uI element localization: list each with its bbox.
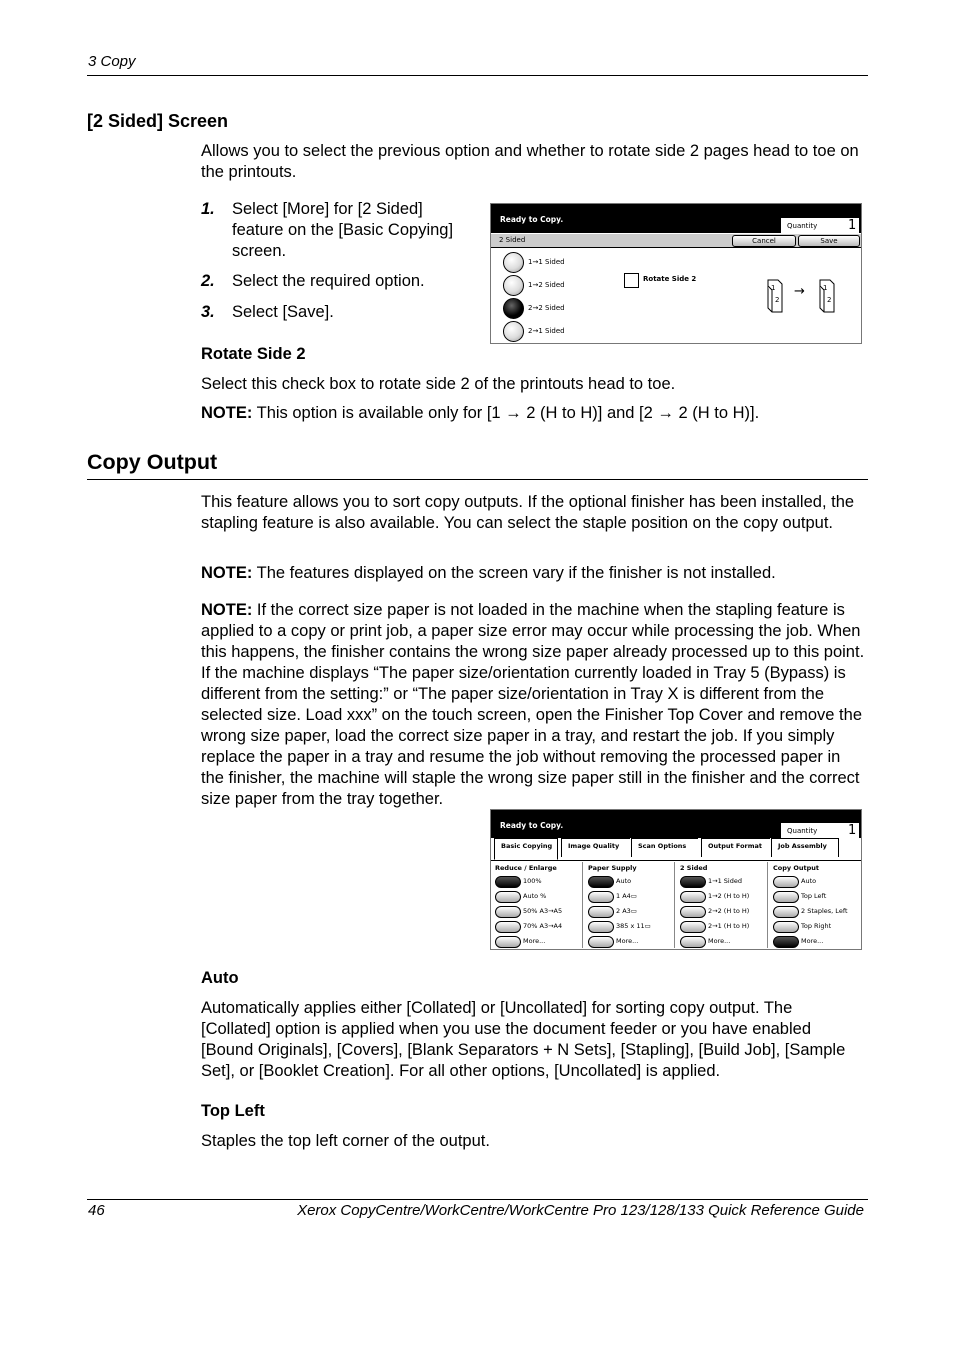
screen-status: Ready to Copy. xyxy=(500,215,564,224)
option-button[interactable] xyxy=(773,921,799,933)
option-label: 1→2 Sided xyxy=(528,281,565,289)
step-1 xyxy=(201,199,476,262)
auto-text: Automatically applies either [Collated] or [Uncollated] for sorting copy output. The [Collated] option is applied when you use the document feeder or you have enabled [Bound Originals], [Covers], [Blank Separators + N Sets], [Stapling], [Build Job], [Sample Set], or [Booklet Creation]. For all other options, [Uncollated] is applied. xyxy=(201,999,846,1080)
column-divider xyxy=(582,862,583,948)
section-heading-copy-output: Copy Output xyxy=(87,450,218,474)
option-1-2-sided-radio[interactable] xyxy=(503,275,524,296)
tab-output-format[interactable]: Output Format xyxy=(701,838,770,857)
svg-text:2: 2 xyxy=(827,296,832,304)
option-button[interactable] xyxy=(680,936,706,948)
section-heading-2-sided: [2 Sided] Screen xyxy=(87,111,229,131)
arrow-icon: → xyxy=(794,284,805,299)
option-label: 2 A3▭ xyxy=(616,907,637,915)
option-button[interactable] xyxy=(588,876,614,888)
note-text: The features displayed on the screen vary if the finisher is not installed. xyxy=(252,564,776,582)
screen-status-bar xyxy=(491,810,861,838)
option-button[interactable] xyxy=(588,891,614,903)
quantity-label: Quantity xyxy=(787,827,818,835)
tab-basic-copying[interactable]: Basic Copying xyxy=(494,838,558,860)
option-label: 385 x 11▭ xyxy=(616,922,651,930)
option-1-1-sided-radio[interactable] xyxy=(503,252,524,273)
top-left-text: Staples the top left corner of the output. xyxy=(201,1132,490,1150)
quantity-value: 1 xyxy=(848,823,857,838)
page-icon xyxy=(820,280,834,312)
page-number: 46 xyxy=(88,1202,105,1219)
option-label: Top Right xyxy=(801,922,832,930)
option-2-1-sided-radio[interactable] xyxy=(503,321,524,342)
option-label: 2→1 (H to H) xyxy=(708,922,750,930)
tab-job-assembly[interactable]: Job Assembly xyxy=(771,838,839,857)
option-label: More... xyxy=(523,937,546,945)
section-intro-2-sided: Allows you to select the previous option and whether to rotate side 2 pages head to toe on the printouts. xyxy=(201,142,859,181)
option-label: 2→2 (H to H) xyxy=(708,907,750,915)
step-text: Select [Save]. xyxy=(232,303,334,321)
step-2 xyxy=(201,271,476,292)
option-label: More... xyxy=(801,937,824,945)
column-title: Paper Supply xyxy=(588,864,637,872)
section-rule xyxy=(87,479,868,480)
save-button[interactable]: Save xyxy=(798,235,860,247)
top-left-heading: Top Left xyxy=(201,1102,265,1120)
option-label: 70% A3→A4 xyxy=(523,922,563,930)
option-label: More... xyxy=(616,937,639,945)
chapter-header: 3 Copy xyxy=(88,53,136,70)
option-label: 1→1 Sided xyxy=(708,877,742,885)
copy-output-intro: This feature allows you to sort copy outputs. If the optional finisher has been installed, the stapling feature is also available. You can select the staple position on the copy output. xyxy=(201,493,855,532)
option-label: 50% A3→A5 xyxy=(523,907,563,915)
option-button[interactable] xyxy=(588,921,614,933)
column-title: Reduce / Enlarge xyxy=(495,864,557,872)
panel-title: 2 Sided xyxy=(499,236,526,244)
option-label: Auto xyxy=(616,877,632,885)
option-label: More... xyxy=(708,937,731,945)
header-rule xyxy=(87,75,868,76)
auto-heading: Auto xyxy=(201,969,239,987)
svg-text:1: 1 xyxy=(823,284,828,292)
basic-copying-screen-image xyxy=(490,809,862,950)
rotate-side-2-label: Rotate Side 2 xyxy=(643,275,697,283)
rotate-side-2-text: Select this check box to rotate side 2 of the printouts head to toe. xyxy=(201,375,676,393)
option-label: 2→2 Sided xyxy=(528,304,565,312)
option-label: 2 Staples, Left xyxy=(801,907,848,915)
option-button[interactable] xyxy=(588,906,614,918)
quantity-box xyxy=(781,823,859,838)
quantity-label: Quantity xyxy=(787,222,818,230)
two-sided-screen-image xyxy=(490,203,862,344)
option-button[interactable] xyxy=(680,906,706,918)
page-icon xyxy=(768,280,782,312)
option-label: Auto xyxy=(801,877,817,885)
column-divider xyxy=(674,862,675,948)
note-text: This option is available only for [1 → 2 (H to H)] and [2 → 2 (H to H)]. xyxy=(252,404,760,422)
option-label: 1→2 (H to H) xyxy=(708,892,750,900)
step-3 xyxy=(201,302,476,323)
column-title: Copy Output xyxy=(773,864,820,872)
note-label: NOTE: xyxy=(201,404,253,422)
option-button[interactable] xyxy=(773,876,799,888)
svg-text:1: 1 xyxy=(771,284,776,292)
option-button[interactable] xyxy=(495,876,521,888)
svg-text:2: 2 xyxy=(775,296,780,304)
option-button[interactable] xyxy=(773,936,799,948)
step-number: 3. xyxy=(201,303,215,321)
step-text: Select [More] for [2 Sided] feature on the [Basic Copying] screen. xyxy=(232,200,454,260)
quantity-box xyxy=(781,218,859,233)
cancel-button[interactable]: Cancel xyxy=(732,235,796,247)
option-label: 100% xyxy=(523,877,542,885)
note-label: NOTE: xyxy=(201,564,253,582)
step-text: Select the required option. xyxy=(232,272,425,290)
guide-title: Xerox CopyCentre/WorkCentre/WorkCentre Pro 123/128/133 Quick Reference Guide xyxy=(297,1202,864,1219)
panel-title-bar xyxy=(491,234,861,248)
option-button[interactable] xyxy=(495,906,521,918)
option-button[interactable] xyxy=(495,936,521,948)
footer-rule xyxy=(87,1199,868,1200)
tab-image-quality[interactable]: Image Quality xyxy=(561,838,630,857)
option-button[interactable] xyxy=(680,876,706,888)
option-label: Top Left xyxy=(801,892,827,900)
step-number: 2. xyxy=(201,272,215,290)
option-button[interactable] xyxy=(773,891,799,903)
quantity-value: 1 xyxy=(848,218,857,233)
option-label: 1 A4▭ xyxy=(616,892,637,900)
option-label: Auto % xyxy=(523,892,547,900)
option-button[interactable] xyxy=(680,891,706,903)
column-title: 2 Sided xyxy=(680,864,708,872)
option-button[interactable] xyxy=(495,891,521,903)
tab-scan-options[interactable]: Scan Options xyxy=(631,838,698,857)
note-finisher xyxy=(201,563,866,584)
note-text: If the correct size paper is not loaded in the machine when the stapling feature is applied to a copy or print job, a paper size error may occur while processing the job. When this happens, the finisher contains the wrong size paper already processed up to this point. If the machine displays “The paper size/orientation currently loaded in Tray 5 (Bypass) is different from the setting:” or “The paper size/orientation in Tray X is different from the selected size. Load xxx” on the touch screen, open the Finisher Top Cover and remove the wrong size paper, load the correct size paper in a tray, and restart the job. If you simply replace the paper in a tray and resume the job without removing the processed paper in the finisher, the machine will staple the wrong size paper still in the finisher and the correct size paper from the tray together. xyxy=(201,601,865,808)
note-paper-size xyxy=(201,600,866,810)
option-label: 2→1 Sided xyxy=(528,327,565,335)
note-2-sided xyxy=(201,403,866,424)
option-button[interactable] xyxy=(680,921,706,933)
screen-status-bar xyxy=(491,204,861,233)
rotate-side-2-heading: Rotate Side 2 xyxy=(201,345,306,363)
column-divider xyxy=(767,862,768,948)
screen-status: Ready to Copy. xyxy=(500,821,564,830)
option-button[interactable] xyxy=(588,936,614,948)
note-label: NOTE: xyxy=(201,601,253,619)
step-number: 1. xyxy=(201,200,215,218)
rotate-side-2-checkbox[interactable] xyxy=(624,273,639,288)
tab-bar-rule xyxy=(491,860,861,861)
option-button[interactable] xyxy=(773,906,799,918)
option-label: 1→1 Sided xyxy=(528,258,565,266)
option-2-2-sided-radio[interactable] xyxy=(503,298,524,319)
option-button[interactable] xyxy=(495,921,521,933)
